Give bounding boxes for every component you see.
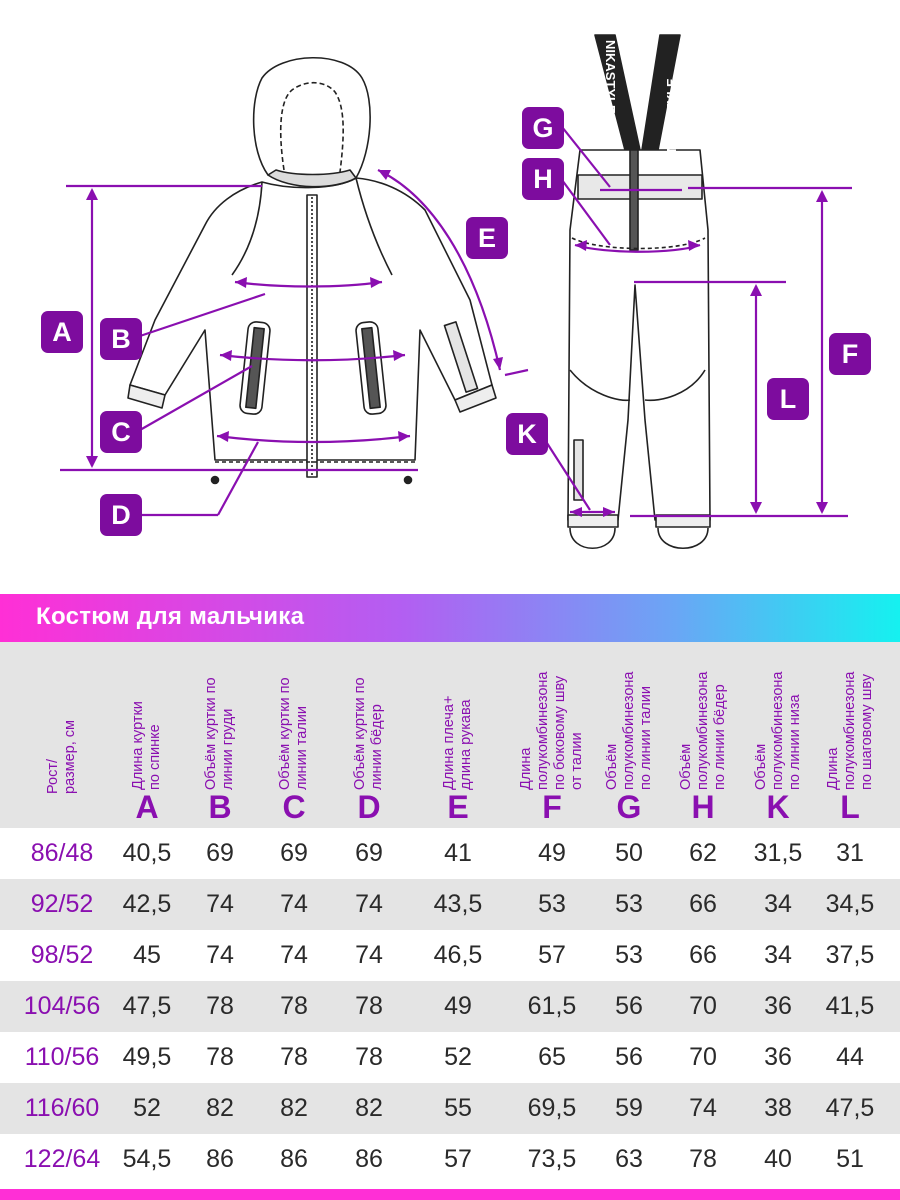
title-banner — [0, 594, 900, 642]
table-row — [0, 1083, 900, 1134]
value-cell: 40,5 — [122, 839, 172, 867]
table-row — [0, 981, 900, 1032]
overalls-zipper — [630, 150, 638, 250]
label-h: H — [522, 158, 564, 200]
value-cell: 78 — [355, 992, 383, 1020]
value-cell: 53 — [615, 941, 643, 969]
column-letter: L — [840, 789, 860, 825]
column-header-text: Объём полукомбинезона по линии талии — [603, 671, 654, 790]
value-cell: 74 — [355, 890, 383, 918]
overalls-left-cuff — [568, 515, 618, 527]
column-header-text: Рост/ размер, см — [45, 720, 78, 794]
value-cell: 57 — [538, 941, 566, 969]
column-letter: G — [616, 789, 642, 825]
value-cell: 74 — [206, 941, 234, 969]
column-letter: A — [135, 789, 159, 825]
value-cell: 49 — [538, 839, 566, 867]
value-cell: 74 — [280, 941, 308, 969]
garment-diagram — [0, 0, 900, 590]
value-cell: 41,5 — [825, 992, 875, 1020]
value-cell: 49 — [444, 992, 472, 1020]
column-header-l — [813, 642, 887, 828]
size-cell: 122/64 — [23, 1145, 101, 1173]
value-cell: 34 — [764, 890, 792, 918]
jacket-hood — [254, 58, 370, 178]
column-letter: H — [691, 789, 715, 825]
column-header-text: Длина плеча+ длина рукава — [441, 695, 474, 790]
strap-brand-left: NIKASTYLE — [603, 40, 618, 114]
label-a: A — [41, 311, 83, 353]
size-table — [0, 642, 900, 1187]
column-header-k — [741, 642, 815, 828]
column-header-size — [25, 642, 99, 828]
column-letter: E — [447, 789, 469, 825]
table-row — [0, 879, 900, 930]
column-header-text: Объём куртки по линии груди — [203, 677, 236, 790]
value-cell: 46,5 — [433, 941, 483, 969]
value-cell: 86 — [280, 1145, 308, 1173]
label-b: B — [100, 318, 142, 360]
label-e: E — [466, 217, 508, 259]
column-letter: C — [282, 789, 306, 825]
value-cell: 31,5 — [753, 839, 803, 867]
value-cell: 82 — [206, 1094, 234, 1122]
table-row — [0, 930, 900, 981]
value-cell: 70 — [689, 1043, 717, 1071]
table-row — [0, 1032, 900, 1083]
value-cell: 74 — [280, 890, 308, 918]
value-cell: 69 — [355, 839, 383, 867]
value-cell: 82 — [355, 1094, 383, 1122]
value-cell: 53 — [538, 890, 566, 918]
value-cell: 78 — [206, 992, 234, 1020]
label-g: G — [522, 107, 564, 149]
value-cell: 78 — [689, 1145, 717, 1173]
value-cell: 56 — [615, 992, 643, 1020]
value-cell: 82 — [280, 1094, 308, 1122]
value-cell: 49,5 — [122, 1043, 172, 1071]
value-cell: 63 — [615, 1145, 643, 1173]
column-letter: F — [542, 789, 562, 825]
overalls-waistband — [578, 175, 702, 199]
value-cell: 53 — [615, 890, 643, 918]
value-cell: 38 — [764, 1094, 792, 1122]
value-cell: 74 — [206, 890, 234, 918]
value-cell: 52 — [444, 1043, 472, 1071]
column-header-text: Объём куртки по линии бёдер — [352, 677, 385, 790]
column-header-b — [183, 642, 257, 828]
value-cell: 74 — [355, 941, 383, 969]
value-cell: 36 — [764, 992, 792, 1020]
value-cell: 34,5 — [825, 890, 875, 918]
value-cell: 78 — [206, 1043, 234, 1071]
value-cell: 61,5 — [527, 992, 577, 1020]
value-cell: 69,5 — [527, 1094, 577, 1122]
table-header — [0, 642, 900, 828]
value-cell: 59 — [615, 1094, 643, 1122]
value-cell: 47,5 — [122, 992, 172, 1020]
column-header-e — [421, 642, 495, 828]
label-d: D — [100, 494, 142, 536]
value-cell: 86 — [206, 1145, 234, 1173]
column-letter: D — [357, 789, 381, 825]
column-header-g — [592, 642, 666, 828]
value-cell: 51 — [836, 1145, 864, 1173]
column-header-text: Объём полукомбинезона по линии низа — [752, 671, 803, 790]
size-cell: 86/48 — [30, 839, 94, 867]
column-letter: B — [208, 789, 232, 825]
value-cell: 78 — [280, 992, 308, 1020]
value-cell: 56 — [615, 1043, 643, 1071]
size-cell: 92/52 — [30, 890, 94, 918]
column-header-text: Длина куртки по спинке — [130, 701, 163, 790]
strap-brand-right: NIKASTYLE — [664, 78, 679, 152]
column-header-text: Длина полукомбинезона по шаговому шву — [824, 671, 875, 790]
column-header-f — [515, 642, 589, 828]
value-cell: 41 — [444, 839, 472, 867]
label-l: L — [767, 378, 809, 420]
overalls-body — [568, 150, 710, 520]
size-cell: 116/60 — [24, 1094, 100, 1122]
column-header-text: Длина полукомбинезона по боковому шву от талии — [518, 671, 585, 790]
value-cell: 43,5 — [433, 890, 483, 918]
label-c: C — [100, 411, 142, 453]
label-k: K — [506, 413, 548, 455]
value-cell: 65 — [538, 1043, 566, 1071]
column-header-h — [666, 642, 740, 828]
table-row — [0, 828, 900, 879]
value-cell: 62 — [689, 839, 717, 867]
value-cell: 55 — [444, 1094, 472, 1122]
column-header-d — [332, 642, 406, 828]
value-cell: 57 — [444, 1145, 472, 1173]
value-cell: 69 — [280, 839, 308, 867]
value-cell: 34 — [764, 941, 792, 969]
value-cell: 45 — [133, 941, 161, 969]
value-cell: 74 — [689, 1094, 717, 1122]
bottom-accent-line — [0, 1189, 900, 1200]
value-cell: 54,5 — [122, 1145, 172, 1173]
value-cell: 47,5 — [825, 1094, 875, 1122]
label-f: F — [829, 333, 871, 375]
value-cell: 70 — [689, 992, 717, 1020]
value-cell: 66 — [689, 941, 717, 969]
value-cell: 78 — [355, 1043, 383, 1071]
table-row — [0, 1134, 900, 1185]
column-header-text: Объём полукомбинезона по линии бёдер — [677, 671, 728, 790]
value-cell: 50 — [615, 839, 643, 867]
value-cell: 86 — [355, 1145, 383, 1173]
value-cell: 36 — [764, 1043, 792, 1071]
column-header-c — [257, 642, 331, 828]
value-cell: 66 — [689, 890, 717, 918]
value-cell: 69 — [206, 839, 234, 867]
value-cell: 31 — [836, 839, 864, 867]
column-header-a — [110, 642, 184, 828]
value-cell: 42,5 — [122, 890, 172, 918]
value-cell: 52 — [133, 1094, 161, 1122]
size-cell: 98/52 — [30, 941, 94, 969]
value-cell: 40 — [764, 1145, 792, 1173]
page-title: Костюм для мальчика — [36, 603, 305, 630]
value-cell: 78 — [280, 1043, 308, 1071]
size-cell: 110/56 — [24, 1043, 100, 1071]
value-cell: 37,5 — [825, 941, 875, 969]
size-cell: 104/56 — [23, 992, 101, 1020]
column-letter: K — [766, 789, 790, 825]
column-header-text: Объём куртки по линии талии — [277, 677, 310, 790]
value-cell: 44 — [836, 1043, 864, 1071]
value-cell: 73,5 — [527, 1145, 577, 1173]
